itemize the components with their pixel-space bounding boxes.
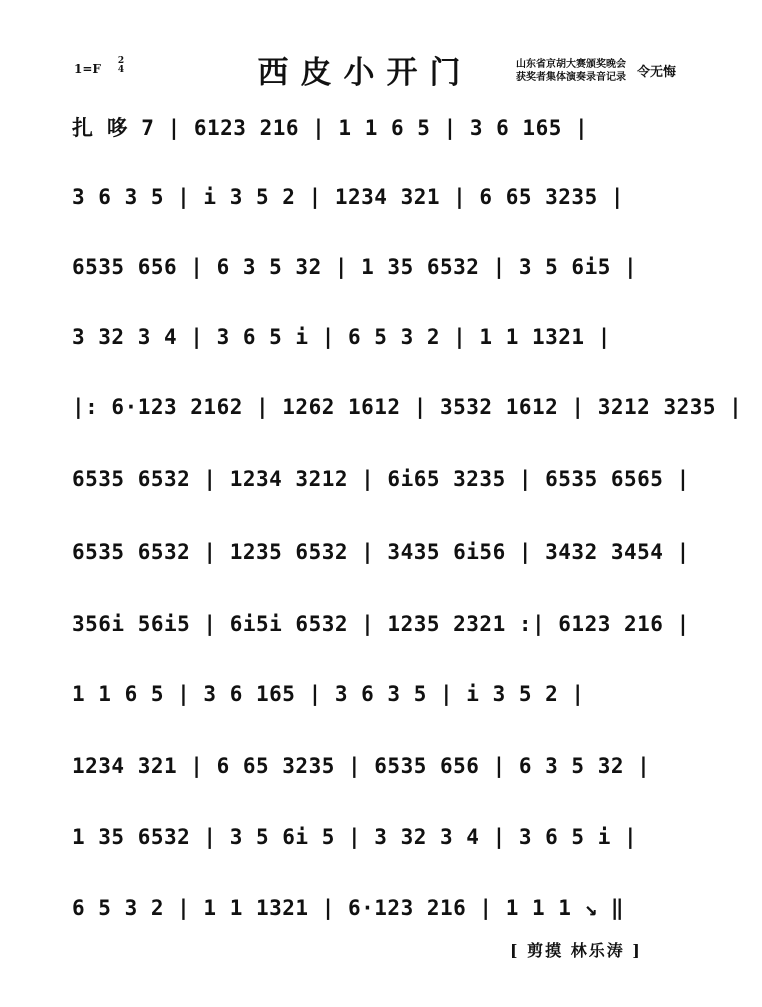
score-line-text: 3 32 3 4 | 3 6 5 i | 6 5 3 2 | 1 1 1321 | bbox=[72, 325, 611, 349]
score-line-text: 3 6 3 5 | i 3 5 2 | 1234 321 | 6 65 3235 | bbox=[72, 185, 625, 209]
score-line-1 bbox=[72, 98, 682, 154]
score-line-2 bbox=[72, 165, 682, 221]
key-signature: 1=F bbox=[74, 62, 101, 76]
score-line-10 bbox=[72, 734, 682, 790]
score-line-text: 356i 56i5 | 6i5i 6532 | 1235 2321 :| 6123 216 | bbox=[72, 612, 690, 636]
transcriber-name: 令无悔 bbox=[637, 65, 677, 80]
score-line-text: 6535 6532 | 1235 6532 | 3435 6i56 | 3432 3454 | bbox=[72, 540, 690, 564]
score-line-4 bbox=[72, 305, 682, 361]
source-credit-line-1: 山东省京胡大赛颁奖晚会 bbox=[516, 59, 626, 70]
score-line-text: 扎 哆 7 | 6123 216 | 1 1 6 5 | 3 6 165 | bbox=[72, 116, 589, 140]
score-line-3 bbox=[72, 235, 682, 291]
score-line-text: 1234 321 | 6 65 3235 | 6535 656 | 6 3 5 32 | bbox=[72, 754, 651, 778]
piece-title: 西皮小开门 bbox=[257, 55, 473, 91]
score-line-text: 1 1 6 5 | 3 6 165 | 3 6 3 5 | i 3 5 2 | bbox=[72, 682, 585, 706]
score-line-5 bbox=[72, 375, 743, 431]
score-line-text: 6 5 3 2 | 1 1 1321 | 6·123 216 | 1 1 1 ↘ ‖ bbox=[72, 896, 625, 920]
score-line-6 bbox=[72, 447, 690, 503]
footer-credit: [ 剪摸 林乐涛 ] bbox=[510, 941, 642, 960]
score-line-7 bbox=[72, 520, 690, 576]
score-line-9 bbox=[72, 662, 682, 718]
score-line-text: 1 35 6532 | 3 5 6i 5 | 3 32 3 4 | 3 6 5 i | bbox=[72, 825, 638, 849]
time-signature-top: 2 bbox=[117, 56, 125, 66]
source-credit-line-2: 获奖者集体演奏录音记录 bbox=[516, 72, 626, 83]
score-line-11 bbox=[72, 805, 682, 861]
score-line-text: |: 6·123 2162 | 1262 1612 | 3532 1612 | 3212 3235 | bbox=[72, 395, 743, 419]
score-line-8 bbox=[72, 592, 690, 648]
score-line-text: 6535 656 | 6 3 5 32 | 1 35 6532 | 3 5 6i5 | bbox=[72, 255, 638, 279]
time-signature-bottom: 4 bbox=[117, 65, 125, 75]
score-line-12 bbox=[72, 876, 682, 932]
score-line-text: 6535 6532 | 1234 3212 | 6i65 3235 | 6535 6565 | bbox=[72, 467, 690, 491]
